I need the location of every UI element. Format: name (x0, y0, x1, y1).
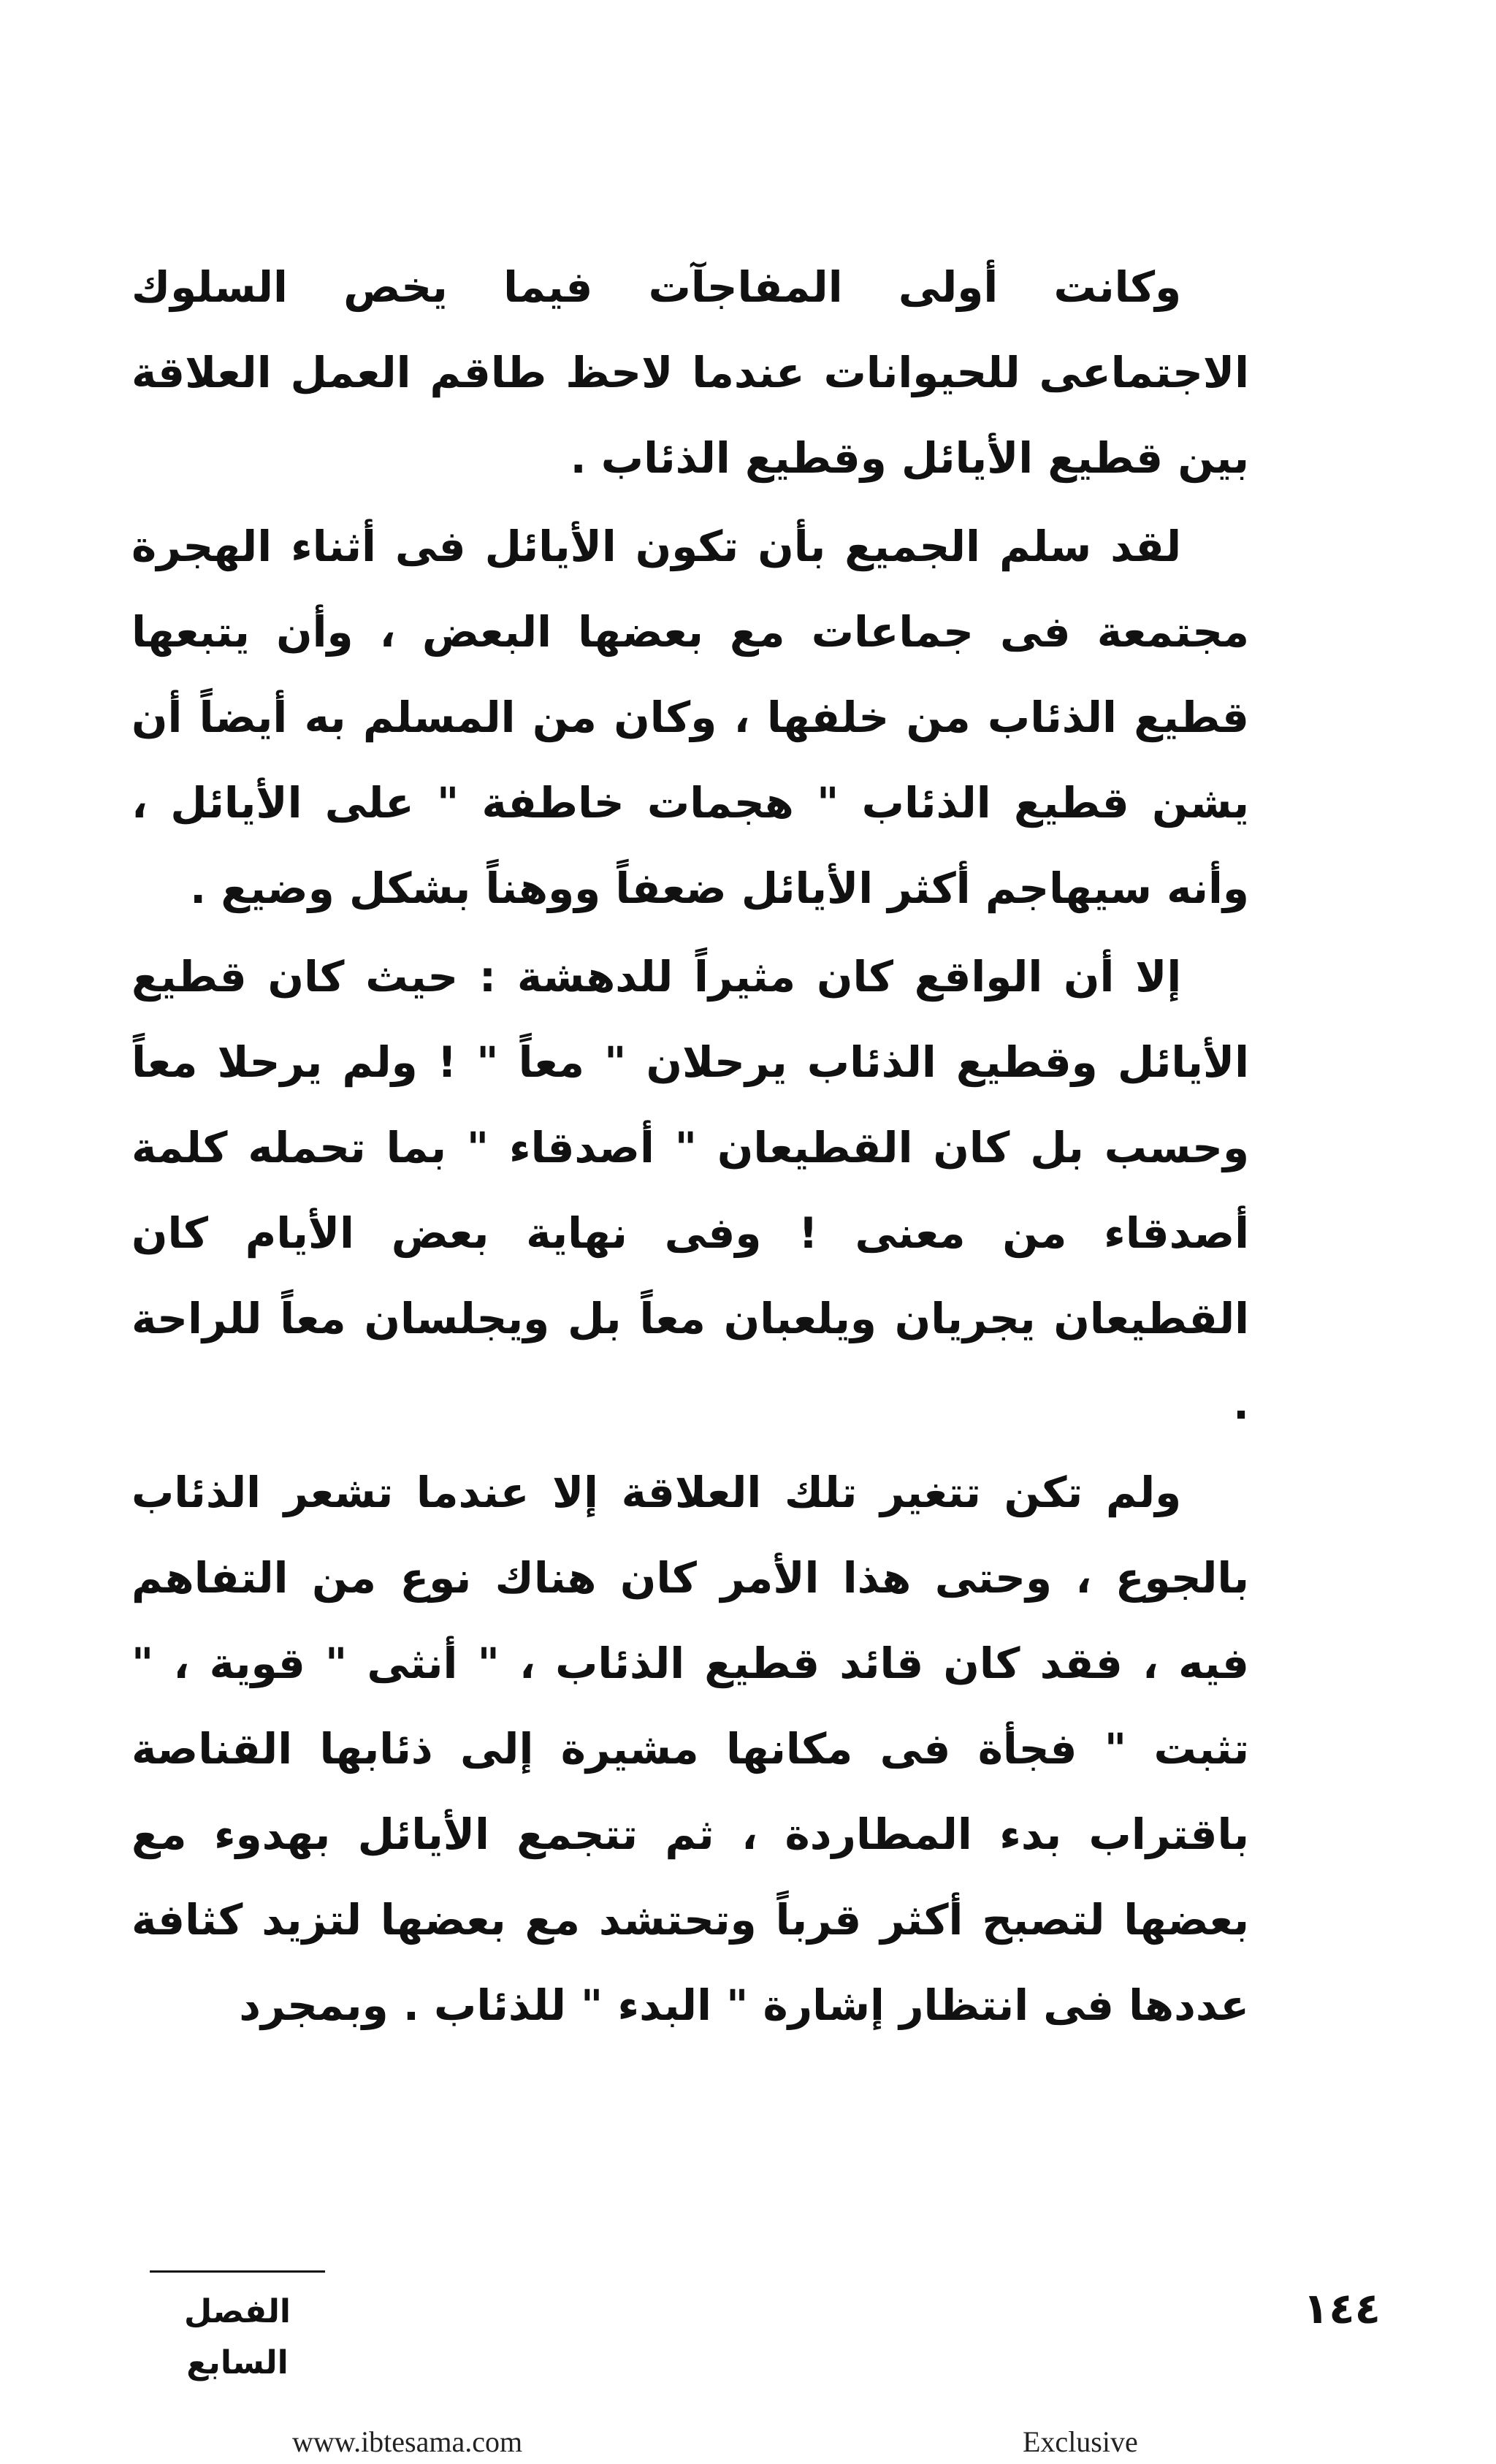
chapter-label: الفصل السابع (184, 2293, 291, 2381)
footer-divider (150, 2270, 325, 2273)
paragraph-1: وكانت أولى المفاجآت فيما يخص السلوك الاجتماعى للحيوانات عندما لاحظ طاقم العمل العلاقة بين قطيع الأيائل وقطيع الذئاب . (131, 262, 1249, 483)
site-url: www.ibtesama.com (292, 2425, 523, 2458)
paragraph-4: ولم تكن تتغير تلك العلاقة إلا عندما تشعر الذئاب بالجوع ، وحتى هذا الأمر كان هناك نوع من التفاهم فيه ، فقد كان قائد قطيع الذئاب ، " أنثى " قوية ، " تثبت " فجأة فى مكانها مشيرة إلى ذئابها القناصة باقتراب بدء المطاردة ، ثم تتجمع الأيائل بهدوء مع بعضها لتصبح أكثر قرباً وتحتشد مع بعضها لتزيد كثافة عددها فى انتظار إشارة " البدء " للذئاب . وبمجرد (131, 1468, 1249, 2030)
page-number: ١٤٤ (1302, 2284, 1381, 2333)
paragraph-2: لقد سلم الجميع بأن تكون الأيائل فى أثناء الهجرة مجتمعة فى جماعات مع بعضها البعض ، وأن يتبعها قطيع الذئاب من خلفها ، وكان من المسلم به أيضاً أن يشن قطيع الذئاب " هجمات خاطفة " على الأيائل ، وأنه سيهاجم أكثر الأيائل ضعفاً ووهناً بشكل وضيع . (131, 522, 1249, 913)
exclusive-label: Exclusive (1023, 2425, 1138, 2458)
paragraph-3: إلا أن الواقع كان مثيراً للدهشة : حيث كان قطيع الأيائل وقطيع الذئاب يرحلان " معاً " ! ولم يرحلا معاً وحسب بل كان القطيعان " أصدقاء " بما تحمله كلمة أصدقاء من معنى ! وفى نهاية بعض الأيام كان القطيعان يجريان ويلعبان معاً بل ويجلسان معاً للراحة . (131, 952, 1249, 1429)
body-text (131, 245, 1249, 2048)
